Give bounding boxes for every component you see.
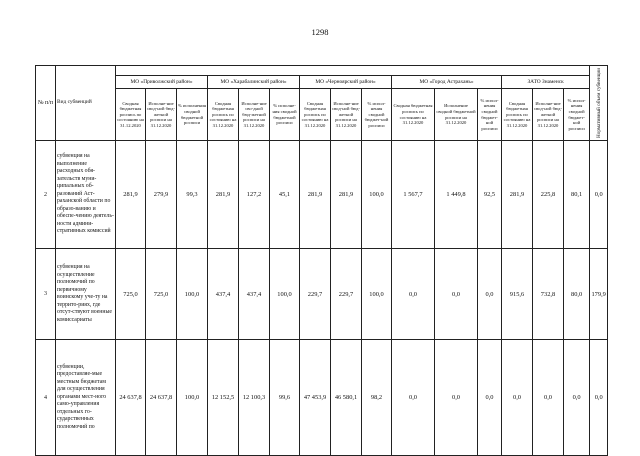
value-cell: 100,0: [177, 249, 208, 340]
row-number: 3: [36, 249, 56, 340]
group-header: ЗАТО Знаменск: [502, 76, 590, 89]
value-cell: 0,0: [590, 340, 608, 456]
value-cell: 281,9: [331, 141, 362, 249]
value-cell: 12 152,5: [208, 340, 239, 456]
value-cell: 47 453,9: [300, 340, 331, 456]
value-cell: 24 637,8: [116, 340, 146, 456]
value-cell: 1 449,8: [435, 141, 478, 249]
page-number: 1298: [311, 27, 329, 37]
value-cell: 92,5: [478, 141, 502, 249]
value-cell: 0,0: [564, 340, 590, 456]
header-top-spacer: [116, 66, 590, 76]
subheader-cell: Исполне-ние свод-ной бюд-жетной росписи на 31.12.2020: [533, 89, 564, 141]
value-cell: 915,6: [502, 249, 533, 340]
value-cell: 179,9: [590, 249, 608, 340]
value-cell: 46 580,1: [331, 340, 362, 456]
value-cell: 127,2: [239, 141, 270, 249]
value-cell: 100,0: [362, 141, 392, 249]
value-cell: 80,1: [564, 141, 590, 249]
header-row-number: № п/п: [36, 66, 56, 141]
subheader-cell: Исполне-ние свод-ной бюд-жетной росписи на 31.12.2020: [331, 89, 362, 141]
value-cell: 100,0: [177, 340, 208, 456]
value-cell: 0,0: [478, 249, 502, 340]
subheader-cell: Сводная бюджетная роспись по состоянию на 31.12.2020: [502, 89, 533, 141]
row-description: субвенция на осуществление полномочий по первичному воинскому уче-ту на террито-риях, где отсут-ствуют военные комиссариаты: [56, 249, 116, 340]
value-cell: 0,0: [502, 340, 533, 456]
row-description: субвенция на выполнение расходных обя-зательств муни-ципальных об-разований Аст-раханской области по образо-ванию и обеспе-чению деятель-ности админи-стративных комиссий: [56, 141, 116, 249]
group-header: МО «Черноярский район»: [300, 76, 392, 89]
value-cell: 725,0: [116, 249, 146, 340]
table-row: [36, 249, 608, 340]
subheader-cell: Сводная бюджетная роспись по состоянию на 31.12.2020: [300, 89, 331, 141]
subheader-cell: Сводная бюджетная роспись по состоянию на 31.12.2020: [208, 89, 239, 141]
subheader-cell: Сводная бюджетная роспись по состоянию на 31.12.2020: [116, 89, 146, 141]
subheader-cell: % испол-нения сводной бюджет-ной росписи: [478, 89, 502, 141]
subheader-cell: Исполне-ние свод-ной бюд-жетной росписи на 31.12.2020: [146, 89, 177, 141]
subsidy-table: [35, 65, 608, 456]
subheader-cell: % испол-нения сводной бюджет-ной росписи: [564, 89, 590, 141]
value-cell: 0,0: [435, 340, 478, 456]
value-cell: 24 637,8: [146, 340, 177, 456]
value-cell: 225,8: [533, 141, 564, 249]
header-subsidy-type: Вид субвенций: [56, 66, 116, 141]
subheader-cell: % исполнения сводной бюджетной росписи: [177, 89, 208, 141]
value-cell: 45,1: [270, 141, 300, 249]
subheader-cell: % исполне-ния сводной бюджетной росписи: [270, 89, 300, 141]
group-header: МО «Харабалинский район»: [208, 76, 300, 89]
value-cell: 0,0: [435, 249, 478, 340]
value-cell: 732,8: [533, 249, 564, 340]
value-cell: 1 567,7: [392, 141, 435, 249]
value-cell: 80,0: [564, 249, 590, 340]
value-cell: 0,0: [590, 141, 608, 249]
value-cell: 725,0: [146, 249, 177, 340]
value-cell: 279,9: [146, 141, 177, 249]
header-normative-volume: Нормативный объем субвенции: [590, 66, 608, 141]
value-cell: 99,3: [177, 141, 208, 249]
value-cell: 281,9: [300, 141, 331, 249]
value-cell: 100,0: [362, 249, 392, 340]
subheader-cell: Сводная бюджетная роспись по состоянию на 31.12.2020: [392, 89, 435, 141]
value-cell: 12 100,3: [239, 340, 270, 456]
row-description: субвенции, предоставляе-мые местным бюджетам для осуществления органами мест-ного само-управления отдельных го-сударственных полномочий по: [56, 340, 116, 456]
group-header: МО «Приволжский район»: [116, 76, 208, 89]
subheader-row: [36, 89, 608, 141]
value-cell: 0,0: [533, 340, 564, 456]
table-row: [36, 340, 608, 456]
value-cell: 437,4: [239, 249, 270, 340]
value-cell: 229,7: [331, 249, 362, 340]
value-cell: 0,0: [392, 249, 435, 340]
value-cell: 98,2: [362, 340, 392, 456]
value-cell: 100,0: [270, 249, 300, 340]
value-cell: 0,0: [392, 340, 435, 456]
row-number: 2: [36, 141, 56, 249]
value-cell: 99,6: [270, 340, 300, 456]
value-cell: 281,9: [502, 141, 533, 249]
subheader-cell: Исполне-ние сво-дной бюд-жетной росписи на 31.12.2020: [239, 89, 270, 141]
table-row: [36, 141, 608, 249]
row-number: 4: [36, 340, 56, 456]
value-cell: 437,4: [208, 249, 239, 340]
value-cell: 0,0: [478, 340, 502, 456]
subheader-cell: Исполнение сводной бюджетной росписи на 31.12.2020: [435, 89, 478, 141]
subheader-cell: % испол-нения сводной бюджет-ной росписи: [362, 89, 392, 141]
group-header: МО «Город Астрахань»: [392, 76, 502, 89]
value-cell: 281,9: [116, 141, 146, 249]
value-cell: 229,7: [300, 249, 331, 340]
value-cell: 281,9: [208, 141, 239, 249]
